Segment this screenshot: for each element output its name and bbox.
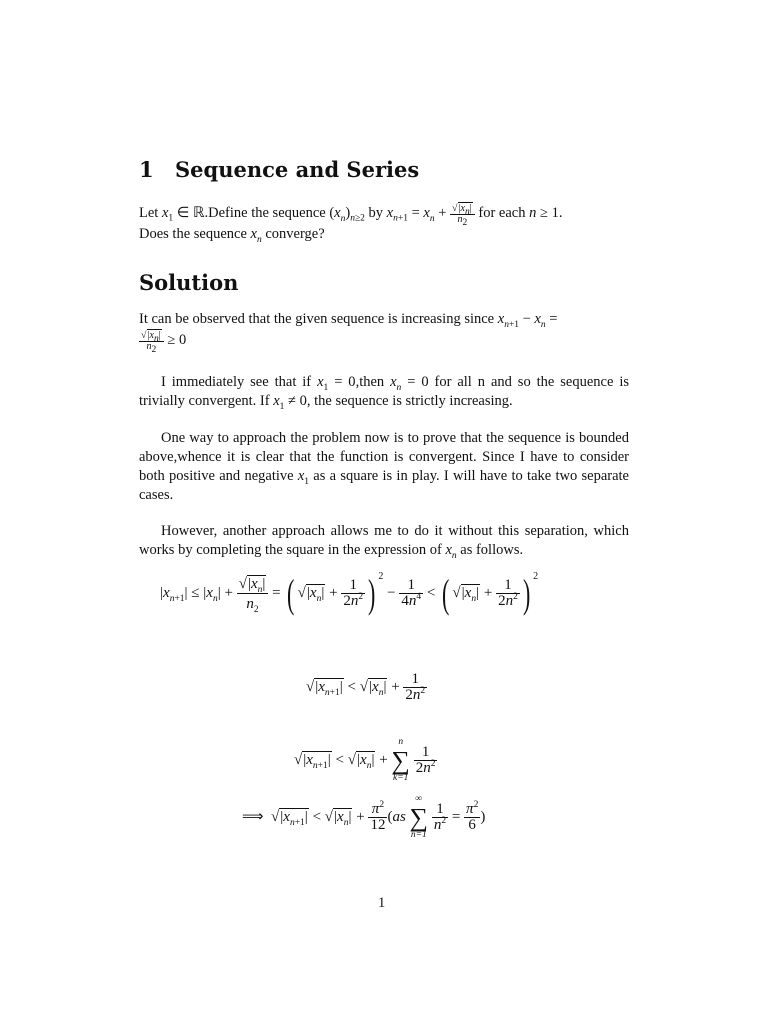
paragraph-3: One way to approach the problem now is to prove that the sequence is bounded above,whence it is clear that the function is convergent. Since I have to consider both positive and negative $x_1$ as a square is in play. I will have to take two separate cases.: [139, 430, 629, 503]
section-heading: [139, 157, 419, 182]
problem-text: converge?: [261, 226, 325, 242]
equation-2: $√|x_{n+1}| < √|x_n|$ + $\frac{1}{2n^2}$: [306, 671, 426, 703]
fraction: $\frac{√|x_n|}{n_2}$: [450, 202, 475, 225]
paragraph-text: I immediately see that if: [161, 374, 318, 390]
paragraph-text: as follows.: [456, 542, 524, 558]
equation-1: $|x_{n+1}| \le |x_n|$ + $\frac{√|x_n|}{n_2}$ = ( $√|x_n|$ + $\frac{1}{2n^2}$ ) $^2$ − $\frac{1}{4n^4}$ < ( $√|x_n|$ + $\frac{1}{2n^2}$ ) $^2$: [160, 570, 539, 616]
problem-statement: Let $x_1$ ∈ ℝ.Define the sequence $(x_n)_{n\ge 2}$ by $x_{n+1} = x_n$ + $\frac{√|x_n|}{n_2}$ for each n ≥ 1. Does the sequence $x_n$ converge?: [139, 203, 563, 245]
paragraph-text: for all n and so the sequence is trivially convergent. If: [139, 374, 630, 409]
page-number: 1: [378, 895, 386, 911]
paragraph-text: as a square is in play. I will have to take two separate cases.: [139, 468, 629, 503]
problem-text: .Define the sequence: [204, 204, 330, 221]
paragraph-4: However, another approach allows me to do it without this separation, which works by completing the square in the expression of $x_n$ as follows.: [139, 523, 629, 561]
paragraph-text: One way to approach the problem now is to prove that the sequence is bounded above,whence it is clear that the function is convergent. Since I have to consider both positive and negative: [139, 430, 629, 484]
problem-text: by: [364, 204, 387, 221]
problem-text: Let: [139, 204, 162, 221]
problem-text: Does the sequence: [139, 226, 251, 242]
equation-4: ⟹ $√|x_{n+1}| < √|x_n|$ + $\frac{\pi^2}{12}$ (as ∞ ∑ n=1 $\frac{1}{n^2}$ = $\frac{\pi^2}{6}$ ): [242, 794, 486, 840]
paragraph-text: , the sequence is strictly increasing.: [306, 393, 513, 409]
solution-heading: Solution: [139, 270, 239, 295]
paragraph-1: It can be observed that the given sequence is increasing since $x_{n+1} - x_n$ = $\frac{√|x_n|}{n_2}$ ≥ 0: [139, 311, 558, 355]
paragraph-text: However, another approach allows me to do it without this separation, which works by completing the square in the expression of: [139, 523, 629, 558]
paragraph-text: It can be observed that the given sequence is increasing since: [139, 311, 498, 327]
section-title: Sequence and Series: [175, 157, 420, 182]
fraction: $\frac{√|x_n|}{n_2}$: [139, 329, 164, 352]
paragraph-text: ,then: [355, 374, 391, 390]
equation-3: $√|x_{n+1}| < √|x_n|$ + n ∑ k=1 $\frac{1}{2n^2}$: [294, 737, 436, 783]
section-number: 1: [139, 157, 154, 182]
paragraph-2: I immediately see that if $x_1$ = 0,then $x_n = 0$ for all n and so the sequence is trivially convergent. If $x_1 \ne 0$, the sequence is strictly increasing.: [139, 374, 630, 412]
problem-text: for each: [474, 204, 530, 221]
